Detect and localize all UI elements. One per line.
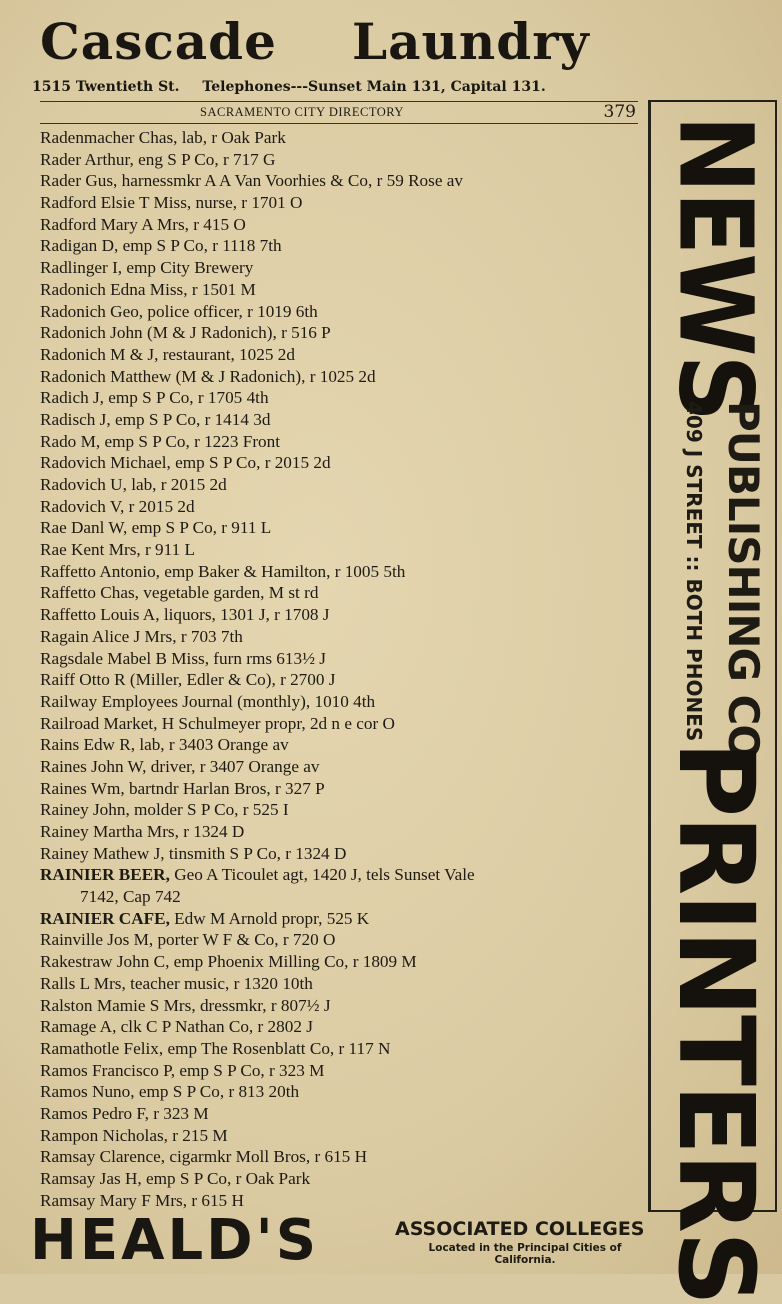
directory-entry (40, 756, 640, 778)
directory-entry (40, 929, 640, 951)
entry-name: Radenmacher Chas, (40, 128, 178, 147)
entry-details: lab, r 2015 2d (126, 475, 227, 494)
entry-name: Radonich John (40, 323, 143, 343)
entry-name: Radonich Matthew (40, 366, 172, 386)
directory-entry (40, 886, 640, 908)
entry-name: Rains Edw R, (40, 735, 136, 755)
side-ad-rotated-content (648, 101, 777, 1304)
entry-details: r 2015 2d (124, 496, 195, 516)
directory-entry (40, 474, 640, 496)
directory-entry (40, 322, 640, 344)
side-ad-publishing: PUBLISHING CO. (719, 401, 768, 774)
directory-entry (40, 713, 640, 735)
directory-entry (40, 582, 640, 604)
entry-details: r 911 L (140, 540, 195, 560)
entry-name: Ramos Pedro F, (40, 1103, 149, 1123)
directory-title: SACRAMENTO CITY DIRECTORY (200, 105, 404, 119)
directory-entry (40, 973, 640, 995)
directory-entry (40, 821, 640, 843)
entry-name: Raiff Otto R (40, 670, 126, 690)
ad-address: 1515 Twentieth St. (32, 79, 180, 95)
directory-entry (40, 864, 640, 886)
entry-details: driver, r 3407 Orange av (146, 756, 320, 776)
directory-entry (40, 344, 640, 366)
entry-details: emp S P Co, r 813 20th (134, 1082, 300, 1102)
entry-details: clk C P Nathan Co, r 2802 J (116, 1017, 313, 1037)
bottom-ad-location: Located in the Principal Cities of California. (428, 1242, 622, 1266)
entry-name: Rampon Nicholas, (40, 1125, 168, 1145)
entry-details: r 323 M (148, 1103, 209, 1123)
directory-entry (40, 908, 640, 930)
entry-name: Radford Mary A Mrs, (40, 214, 189, 234)
entry-name: Ramsay Clarence, (40, 1147, 166, 1167)
directory-entry (40, 669, 640, 691)
entry-name: Rainey Martha Mrs, (40, 822, 179, 841)
entry-name: Ramsay Jas H, (40, 1169, 142, 1188)
directory-entry (40, 1168, 640, 1190)
entry-details: restaurant, 1025 2d (158, 344, 295, 364)
entry-name: Radonich M & J, (40, 344, 159, 364)
ad-contact-line (32, 79, 546, 95)
entry-name: Railway Employees Journal (40, 691, 233, 711)
entry-details: r 615 H (187, 1190, 244, 1210)
directory-entry (40, 452, 640, 474)
directory-entry (40, 1125, 640, 1147)
entry-details: nurse, r 1701 O (191, 193, 303, 213)
entry-details: emp S P Co, r 1118 7th (118, 236, 282, 256)
entry-details: (M & J Radonich), r 516 P (142, 323, 331, 343)
entry-details: (monthly), 1010 4th (232, 691, 376, 711)
directory-entry (40, 995, 640, 1017)
entry-name: Ralston Mamie S Mrs, (40, 995, 196, 1015)
ad-title-word-2: Laundry (352, 12, 590, 71)
entry-name: Ramathotle Felix, (40, 1038, 164, 1058)
entry-details: emp S P Co, r Oak Park (141, 1169, 311, 1188)
entry-details: (M & J Radonich), r 1025 2d (171, 366, 376, 386)
directory-entry (40, 951, 640, 973)
entry-name: Rae Kent Mrs, (40, 540, 141, 560)
header-rule-top (40, 101, 638, 102)
side-ad-printers: PRINTERS (655, 741, 777, 1304)
directory-entry (40, 257, 640, 279)
entry-name: Rainville Jos M, (40, 930, 154, 950)
entry-name: Raines John W, (40, 756, 147, 776)
bottom-ad-name: HEALD'S (30, 1208, 320, 1273)
entry-name: Radford Elsie T Miss, (40, 193, 192, 213)
directory-entry (40, 561, 640, 583)
directory-entry (40, 127, 640, 149)
entry-name: Ramsay Mary F Mrs, (40, 1190, 188, 1210)
entry-name: Rainey Mathew J, (40, 843, 165, 863)
entry-name: Ragain Alice J Mrs, (40, 626, 177, 646)
directory-entry (40, 734, 640, 756)
entry-details: (Miller, Edler & Co), r 2700 J (125, 670, 336, 690)
entry-details: emp City Brewery (122, 258, 254, 278)
entry-name: Radich J, (40, 388, 104, 408)
entry-details: furn rms 613½ J (209, 648, 326, 668)
entry-details: teacher music, r 1320 10th (125, 973, 313, 993)
directory-entry (40, 496, 640, 518)
entry-name: Rader Gus, (40, 171, 118, 191)
entry-details: r 215 M (167, 1125, 228, 1145)
entry-details: liquors, 1301 J, r 1708 J (159, 605, 330, 625)
header-rule-bottom (40, 123, 638, 124)
directory-entry (40, 1146, 640, 1168)
entry-details: vegetable garden, M st rd (138, 583, 319, 603)
entry-details: r 1324 D (178, 822, 245, 841)
entry-name: Radonich Edna Miss, (40, 279, 188, 299)
entry-details: lab, r 3403 Orange av (135, 735, 289, 755)
entry-name: Rader Arthur, (40, 149, 134, 169)
entry-details: emp S P Co, r 1223 Front (100, 431, 281, 451)
entry-details: cigarmkr Moll Bros, r 615 H (165, 1147, 367, 1167)
directory-entry (40, 539, 640, 561)
directory-entry (40, 431, 640, 453)
entry-details: r 703 7th (176, 626, 243, 646)
entry-name: Ramos Nuno, (40, 1082, 135, 1102)
directory-entry (40, 626, 640, 648)
entry-name: Raffetto Louis A, (40, 605, 160, 625)
directory-entry (40, 1038, 640, 1060)
entry-details: porter W F & Co, r 720 O (153, 930, 336, 950)
directory-entry (40, 366, 640, 388)
entry-name: Radovich U, (40, 475, 127, 494)
directory-entry (40, 170, 640, 192)
entry-details: emp S P Co, r 1414 3d (110, 409, 271, 429)
directory-entry (40, 1081, 640, 1103)
side-ad-address: 409 J STREET :: BOTH PHONES (682, 401, 706, 742)
entry-name: RAINIER BEER, (40, 865, 170, 885)
entry-details: 7142, Cap 742 (80, 887, 181, 907)
directory-entry (40, 1016, 640, 1038)
directory-entry (40, 279, 640, 301)
entry-details: emp S P Co, r 2015 2d (170, 453, 331, 473)
entry-name: RAINIER CAFE, (40, 908, 170, 928)
entry-details: Geo A Ticoulet agt, 1420 J, tels Sunset Vale (169, 865, 475, 885)
side-ad-news: NEWS (656, 115, 776, 420)
directory-entry (40, 387, 640, 409)
news-publishing-ad (648, 100, 777, 1304)
entry-details: emp Baker & Hamilton, r 1005 5th (159, 561, 406, 581)
entry-details: dressmkr, r 807½ J (195, 995, 331, 1015)
directory-entry (40, 648, 640, 670)
entry-details: emp The Rosenblatt Co, r 117 N (163, 1038, 391, 1058)
entry-name: Radonich Geo, (40, 301, 144, 321)
entry-details: Edw M Arnold propr, 525 K (169, 908, 370, 928)
ad-phones: Telephones---Sunset Main 131, Capital 131. (202, 79, 546, 95)
entry-name: Rakestraw John C, (40, 952, 170, 972)
directory-entry (40, 214, 640, 236)
directory-entry (40, 235, 640, 257)
entry-details: emp S P Co, r 323 M (175, 1060, 325, 1080)
directory-entry (40, 1103, 640, 1125)
entry-name: Ramage A, (40, 1017, 117, 1037)
entry-name: Radovich Michael, (40, 453, 171, 473)
entry-details: eng S P Co, r 717 G (133, 149, 276, 169)
entry-details: emp S P Co, r 1705 4th (103, 388, 269, 408)
entry-details: emp S P Co, r 911 L (127, 518, 272, 538)
directory-entry (40, 799, 640, 821)
entry-name: Ralls L Mrs, (40, 973, 126, 993)
entry-name: Railroad Market, (40, 713, 158, 733)
entry-name: Ramos Francisco P, (40, 1060, 176, 1080)
directory-entry (40, 409, 640, 431)
entry-details: emp Phoenix Milling Co, r 1809 M (169, 952, 417, 972)
cascade-laundry-ad (30, 6, 650, 100)
entry-name: Rado M, (40, 431, 101, 451)
directory-entry (40, 1060, 640, 1082)
entry-details: bartndr Harlan Bros, r 327 P (124, 778, 325, 798)
directory-entry (40, 192, 640, 214)
bottom-ad-tagline: ASSOCIATED COLLEGES (395, 1218, 645, 1240)
entry-details: police officer, r 1019 6th (143, 301, 318, 321)
directory-entry (40, 517, 640, 539)
entry-details: H Schulmeyer propr, 2d n e cor O (157, 713, 395, 733)
entry-name: Radigan D, (40, 236, 119, 256)
entry-name: Raffetto Chas, (40, 583, 139, 603)
directory-listing (40, 127, 640, 1211)
directory-entry (40, 604, 640, 626)
entry-name: Radovich V, (40, 496, 125, 516)
ad-title-word-1: Cascade (40, 12, 277, 71)
directory-entry (40, 691, 640, 713)
entry-details: lab, r Oak Park (177, 128, 286, 147)
directory-entry (40, 778, 640, 800)
entry-details: harnessmkr A A Van Voorhies & Co, r 59 Rose av (117, 171, 463, 191)
entry-details: r 1501 M (187, 279, 256, 299)
entry-name: Raffetto Antonio, (40, 561, 160, 581)
entry-name: Ragsdale Mabel B Miss, (40, 648, 209, 668)
entry-details: tinsmith S P Co, r 1324 D (164, 843, 347, 863)
directory-entry (40, 843, 640, 865)
ad-title (40, 12, 640, 71)
entry-name: Rae Danl W, (40, 518, 128, 538)
directory-entry (40, 301, 640, 323)
healds-colleges-ad (30, 1208, 650, 1273)
page-number: 379 (603, 102, 636, 122)
entry-name: Raines Wm, (40, 778, 125, 798)
entry-name: Radisch J, (40, 409, 111, 429)
entry-name: Rainey John, (40, 800, 130, 820)
entry-details: r 415 O (188, 214, 246, 234)
entry-details: molder S P Co, r 525 I (129, 800, 289, 820)
running-header (40, 101, 638, 123)
directory-entry (40, 149, 640, 171)
entry-name: Radlinger I, (40, 258, 123, 278)
